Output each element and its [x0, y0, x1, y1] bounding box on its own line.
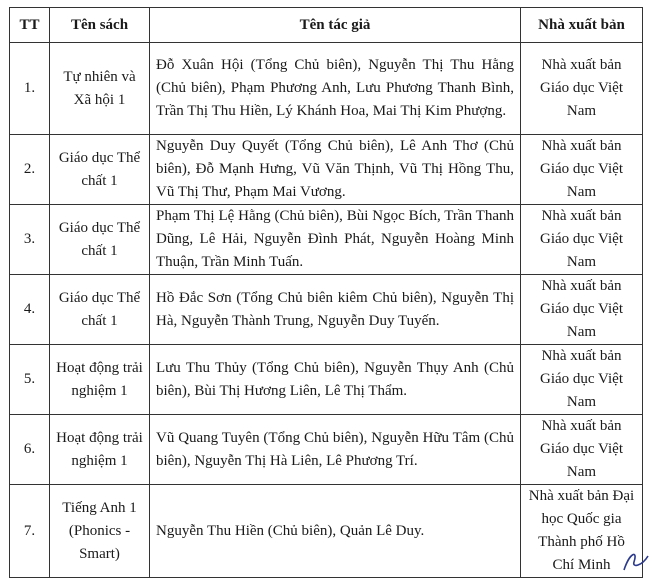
cell-title: Giáo dục Thể chất 1	[50, 205, 150, 275]
cell-tt: 4.	[10, 275, 50, 345]
cell-authors: Nguyễn Duy Quyết (Tổng Chủ biên), Lê Anh Thơ (Chủ biên), Đỗ Mạnh Hưng, Vũ Văn Thịnh, Vũ Thị Hồng Thu, Vũ Thị Thư, Phạm Mai Vương.	[150, 135, 521, 205]
cell-authors: Lưu Thu Thủy (Tổng Chủ biên), Nguyễn Thụy Anh (Chủ biên), Bùi Thị Hương Liên, Lê Thị Thẩm.	[150, 345, 521, 415]
cell-publisher: Nhà xuất bản Giáo dục Việt Nam	[521, 205, 643, 275]
cell-tt: 6.	[10, 415, 50, 485]
cell-title: Tự nhiên và Xã hội 1	[50, 43, 150, 135]
cell-authors: Phạm Thị Lệ Hằng (Chủ biên), Bùi Ngọc Bích, Trần Thanh Dũng, Lê Hải, Nguyễn Đình Phát, Nguyễn Hoàng Minh Thuận, Trần Minh Tuấn.	[150, 205, 521, 275]
cell-tt: 3.	[10, 205, 50, 275]
cell-authors: Vũ Quang Tuyên (Tổng Chủ biên), Nguyễn Hữu Tâm (Chủ biên), Nguyễn Thị Hà Liên, Lê Phương Trí.	[150, 415, 521, 485]
table-row	[10, 415, 643, 485]
cell-title: Hoạt động trải nghiệm 1	[50, 415, 150, 485]
cell-tt: 5.	[10, 345, 50, 415]
cell-title: Tiếng Anh 1 (Phonics - Smart)	[50, 485, 150, 578]
table-row	[10, 345, 643, 415]
table-row	[10, 43, 643, 135]
cell-title: Giáo dục Thể chất 1	[50, 275, 150, 345]
header-title: Tên sách	[50, 8, 150, 43]
cell-tt: 7.	[10, 485, 50, 578]
cell-publisher: Nhà xuất bản Giáo dục Việt Nam	[521, 275, 643, 345]
cell-tt: 2.	[10, 135, 50, 205]
signature-mark-icon	[620, 548, 650, 572]
table-row	[10, 485, 643, 578]
table-header-row	[10, 8, 643, 43]
cell-title: Giáo dục Thể chất 1	[50, 135, 150, 205]
table-row	[10, 205, 643, 275]
header-publisher: Nhà xuất bản	[521, 8, 643, 43]
cell-publisher: Nhà xuất bản Đại học Quốc gia Thành phố Hồ Chí Minh	[521, 485, 643, 578]
header-tt: TT	[10, 8, 50, 43]
cell-tt: 1.	[10, 43, 50, 135]
header-authors: Tên tác giả	[150, 8, 521, 43]
cell-title: Hoạt động trải nghiệm 1	[50, 345, 150, 415]
table-row	[10, 135, 643, 205]
cell-publisher: Nhà xuất bản Giáo dục Việt Nam	[521, 415, 643, 485]
textbook-table	[9, 7, 643, 578]
cell-publisher: Nhà xuất bản Giáo dục Việt Nam	[521, 135, 643, 205]
cell-authors: Đỗ Xuân Hội (Tổng Chủ biên), Nguyễn Thị Thu Hằng (Chủ biên), Phạm Phương Anh, Lưu Phương Thanh Bình, Trần Thị Thu Hiền, Lý Khánh Hoa, Mai Thị Kim Phượng.	[150, 43, 521, 135]
cell-publisher: Nhà xuất bản Giáo dục Việt Nam	[521, 43, 643, 135]
cell-authors: Nguyễn Thu Hiền (Chủ biên), Quản Lê Duy.	[150, 485, 521, 578]
table-row	[10, 275, 643, 345]
cell-publisher: Nhà xuất bản Giáo dục Việt Nam	[521, 345, 643, 415]
cell-authors: Hồ Đắc Sơn (Tổng Chủ biên kiêm Chủ biên), Nguyễn Thị Hà, Nguyễn Thành Trung, Nguyễn Duy Tuyến.	[150, 275, 521, 345]
